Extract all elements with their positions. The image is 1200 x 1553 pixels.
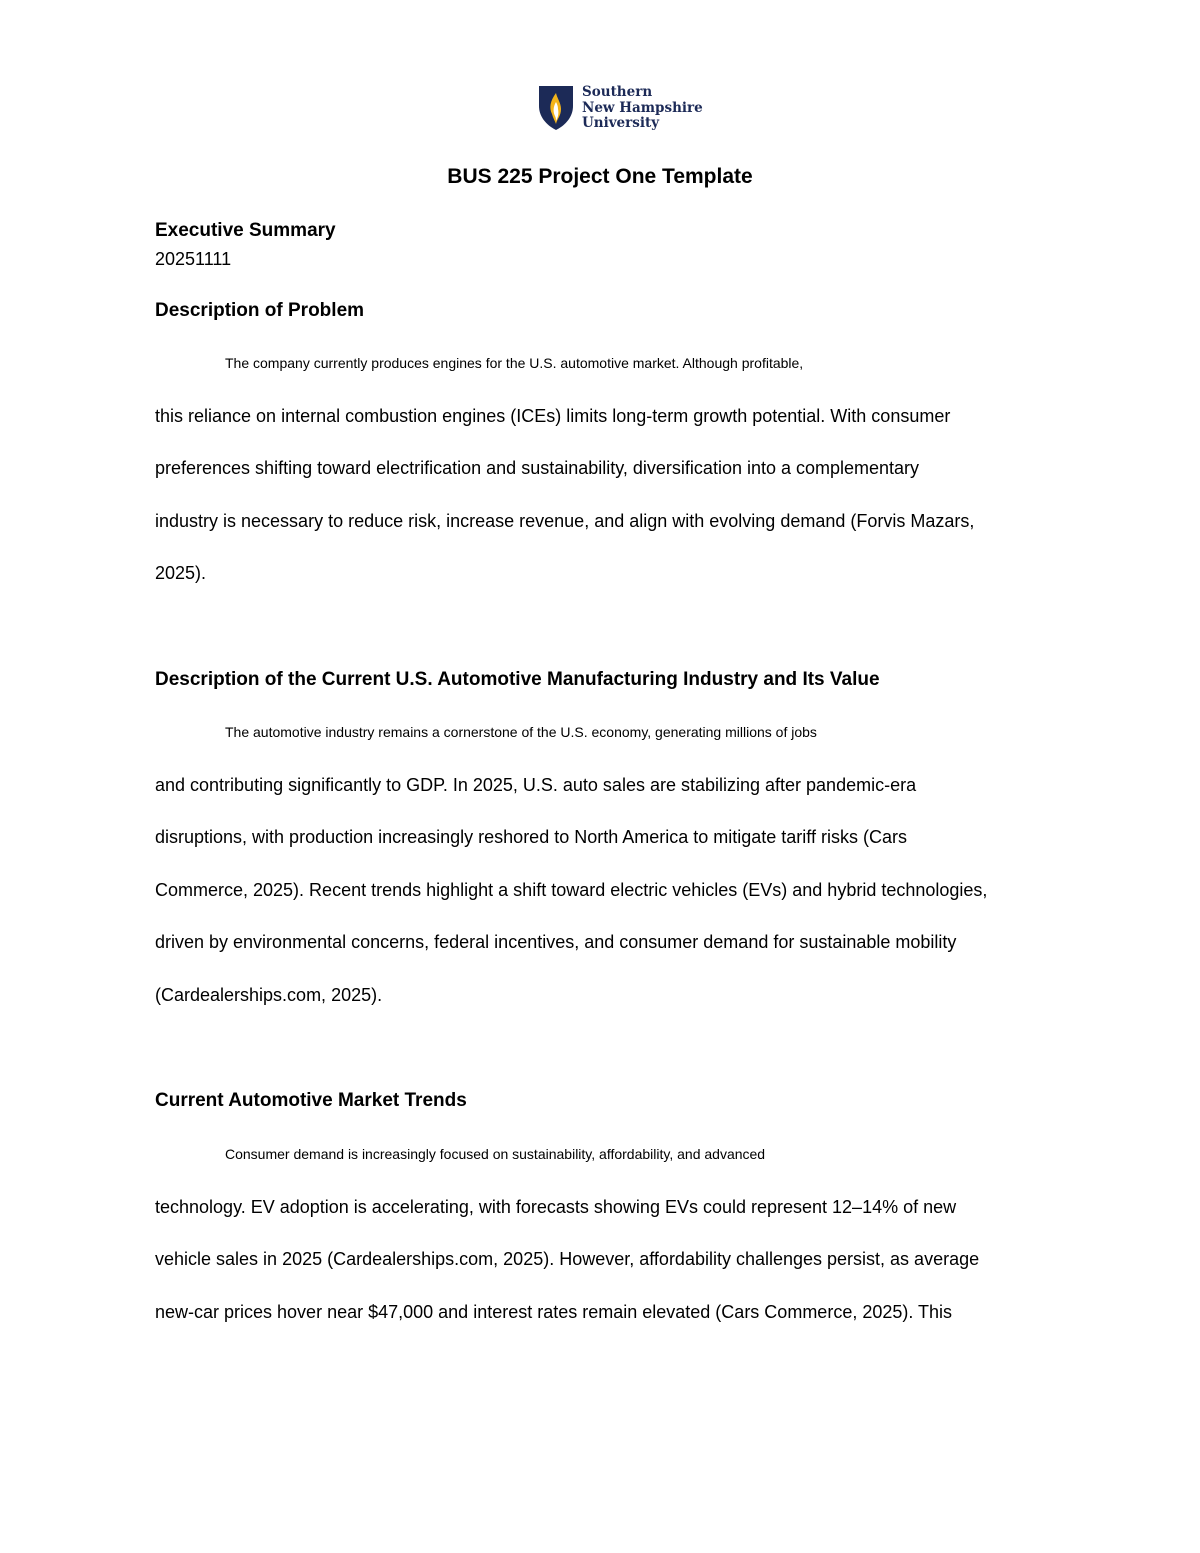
executive-summary-heading: Executive Summary <box>155 220 336 241</box>
body-line: new-car prices hover near $47,000 and interest rates remain elevated (Cars Commerce, 2025). This <box>155 1301 953 1322</box>
body-line: technology. EV adoption is accelerating, with forecasts showing EVs could represent 12–14% of new <box>155 1196 957 1217</box>
university-name <box>582 85 703 132</box>
document-title: BUS 225 Project One Template <box>447 165 753 188</box>
body-line: The company currently produces engines for the U.S. automotive market. Although profitable, <box>225 355 804 371</box>
section-heading-industry: Description of the Current U.S. Automotive Manufacturing Industry and Its Value <box>155 669 880 690</box>
executive-summary-date: 20251111 <box>155 249 232 269</box>
section-heading-problem: Description of Problem <box>155 300 365 321</box>
body-line: industry is necessary to reduce risk, increase revenue, and align with evolving demand (Forvis Mazars, <box>155 510 975 531</box>
body-line: disruptions, with production increasingly reshored to North America to mitigate tariff risks (Cars <box>155 827 907 848</box>
body-line: driven by environmental concerns, federal incentives, and consumer demand for sustainable mobility <box>155 932 957 953</box>
logo-line-3: University <box>582 115 660 131</box>
university-logo <box>536 84 703 132</box>
shield-flame-icon <box>536 84 576 132</box>
body-line: Commerce, 2025). Recent trends highlight a shift toward electric vehicles (EVs) and hybrid technologies, <box>155 879 988 900</box>
body-line: vehicle sales in 2025 (Cardealerships.com, 2025). However, affordability challenges persist, as average <box>155 1249 980 1270</box>
section-body-problem <box>155 337 1070 600</box>
section-body-trends <box>155 1128 1070 1338</box>
section-body-industry <box>155 706 1070 1022</box>
body-line: (Cardealerships.com, 2025). <box>155 984 383 1005</box>
body-line: Consumer demand is increasingly focused on sustainability, affordability, and advanced <box>225 1146 766 1162</box>
logo-line-1: Southern <box>582 84 653 100</box>
body-line: preferences shifting toward electrification and sustainability, diversification into a complementary <box>155 458 920 479</box>
section-heading-trends: Current Automotive Market Trends <box>155 1090 467 1111</box>
logo-line-2: New Hampshire <box>582 99 703 116</box>
body-line: 2025). <box>155 563 207 584</box>
body-line: and contributing significantly to GDP. In 2025, U.S. auto sales are stabilizing after pandemic-era <box>155 774 917 795</box>
body-line: The automotive industry remains a cornerstone of the U.S. economy, generating millions of jobs <box>225 724 817 740</box>
body-line: this reliance on internal combustion engines (ICEs) limits long-term growth potential. With consumer <box>155 405 951 426</box>
